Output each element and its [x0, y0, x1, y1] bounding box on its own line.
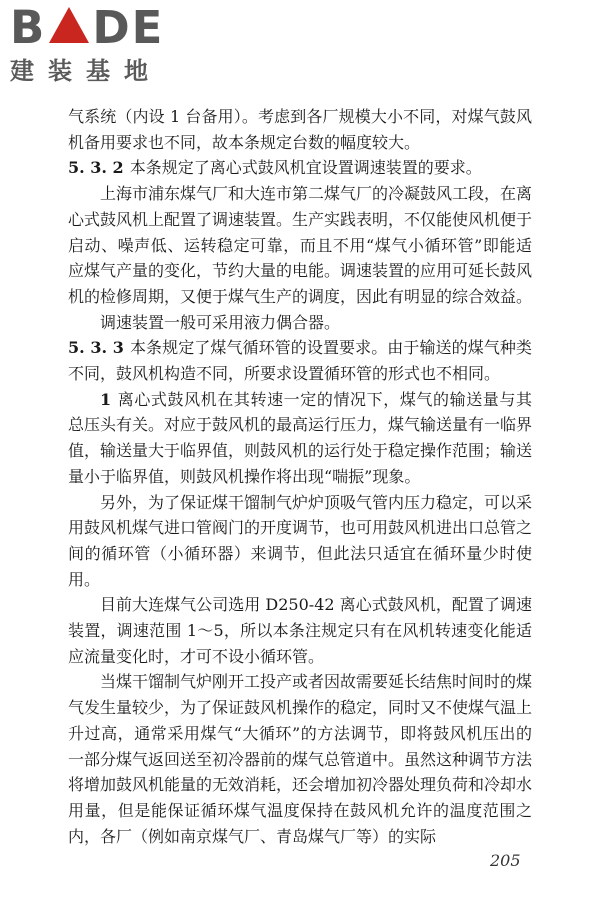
paragraph-continuation: [68, 104, 532, 155]
paragraph: [68, 490, 532, 593]
list-item-1: [68, 387, 532, 490]
paragraph-text: 目前大连煤气公司选用 D250-42 离心式鼓风机，配置了调速装置，调速范围 1～5，所以本条注规定只有在风机转速变化能适应流量变化时，才可不设小循环管。: [68, 595, 532, 666]
logo-letter-b: B: [10, 1, 47, 54]
section-5-3-3: [68, 335, 532, 386]
paragraph-text: 调速装置一般可采用液力偶合器。: [100, 312, 341, 332]
paragraph-text: 另外，为了保证煤干馏制气炉炉顶吸气管内压力稳定，可以采用鼓风机煤气进口管阀门的开度调节，也可用鼓风机进出口总管之间的循环管（小循环器）来调节，但此法只适宜在循环量少时使用。: [68, 492, 533, 589]
page-number: 205: [490, 851, 521, 870]
paragraph-text: 本条规定了离心式鼓风机宜设置调速装置的要求。: [129, 158, 482, 178]
section-number: 5. 3. 2: [68, 158, 124, 178]
paragraph-text: 离心式鼓风机在其转速一定的情况下，煤气的输送量与其总压头有关。对应于鼓风机的最高运行压力，煤气输送量有一临界值，输送量大于临界值，则鼓风机的运行处于稳定操作范围；输送量小于临界值，则鼓风机操作将出现“喘振”现象。: [68, 389, 533, 486]
paragraph-text: 上海市浦东煤气厂和大连市第二煤气厂的冷凝鼓风工段，在离心式鼓风机上配置了调速装置。生产实践表明，不仅能使风机便于启动、噪声低、运转稳定可靠，而且不用“煤气小循环管”即能适应煤气产量的变化，节约大量的电能。调速装置的应用可延长鼓风机的检修周期，又便于煤气生产的调度，因此有明显的综合效益。: [68, 184, 533, 306]
logo-letters-de: DE: [92, 1, 165, 54]
paragraph-text: 当煤干馏制气炉刚开工投产或者因故需要延长结焦时间时的煤气发生量较少，为了保证鼓风机操作的稳定，同时又不使煤气温上升过高，通常采用煤气“大循环”的方法调节，即将鼓风机压出的一部分煤气返回送至初冷器前的煤气总管道中。虽然这种调节方法将增加鼓风机能量的无效消耗，还会增加初冷器处理负荷和冷却水用量，但是能保证循环煤气温度保持在鼓风机允许的温度范围之内，各厂（例如南京煤气厂、青岛煤气厂等）的实际: [68, 672, 533, 846]
paragraph-text: 气系统（内设 1 台备用）。考虑到各厂规模大小不同，对煤气鼓风机备用要求也不同，故本条规定台数的幅度较大。: [68, 107, 532, 152]
bade-logo: [10, 1, 180, 88]
section-5-3-2: [68, 155, 532, 181]
item-number: 1: [100, 389, 112, 409]
logo-wordmark: [10, 1, 180, 54]
logo-triangle-a-icon: [49, 7, 89, 43]
paragraph: [68, 669, 532, 849]
paragraph-text: 本条规定了煤气循环管的设置要求。由于输送的煤气种类不同，鼓风机构造不同，所要求设置循环管的形式也不相同。: [68, 338, 532, 384]
paragraph: [68, 310, 532, 336]
section-number: 5. 3. 3: [68, 338, 124, 358]
paragraph: [68, 181, 532, 310]
logo-subtitle: 建装基地: [10, 57, 162, 85]
page-body: [68, 104, 532, 849]
paragraph: [68, 592, 532, 669]
